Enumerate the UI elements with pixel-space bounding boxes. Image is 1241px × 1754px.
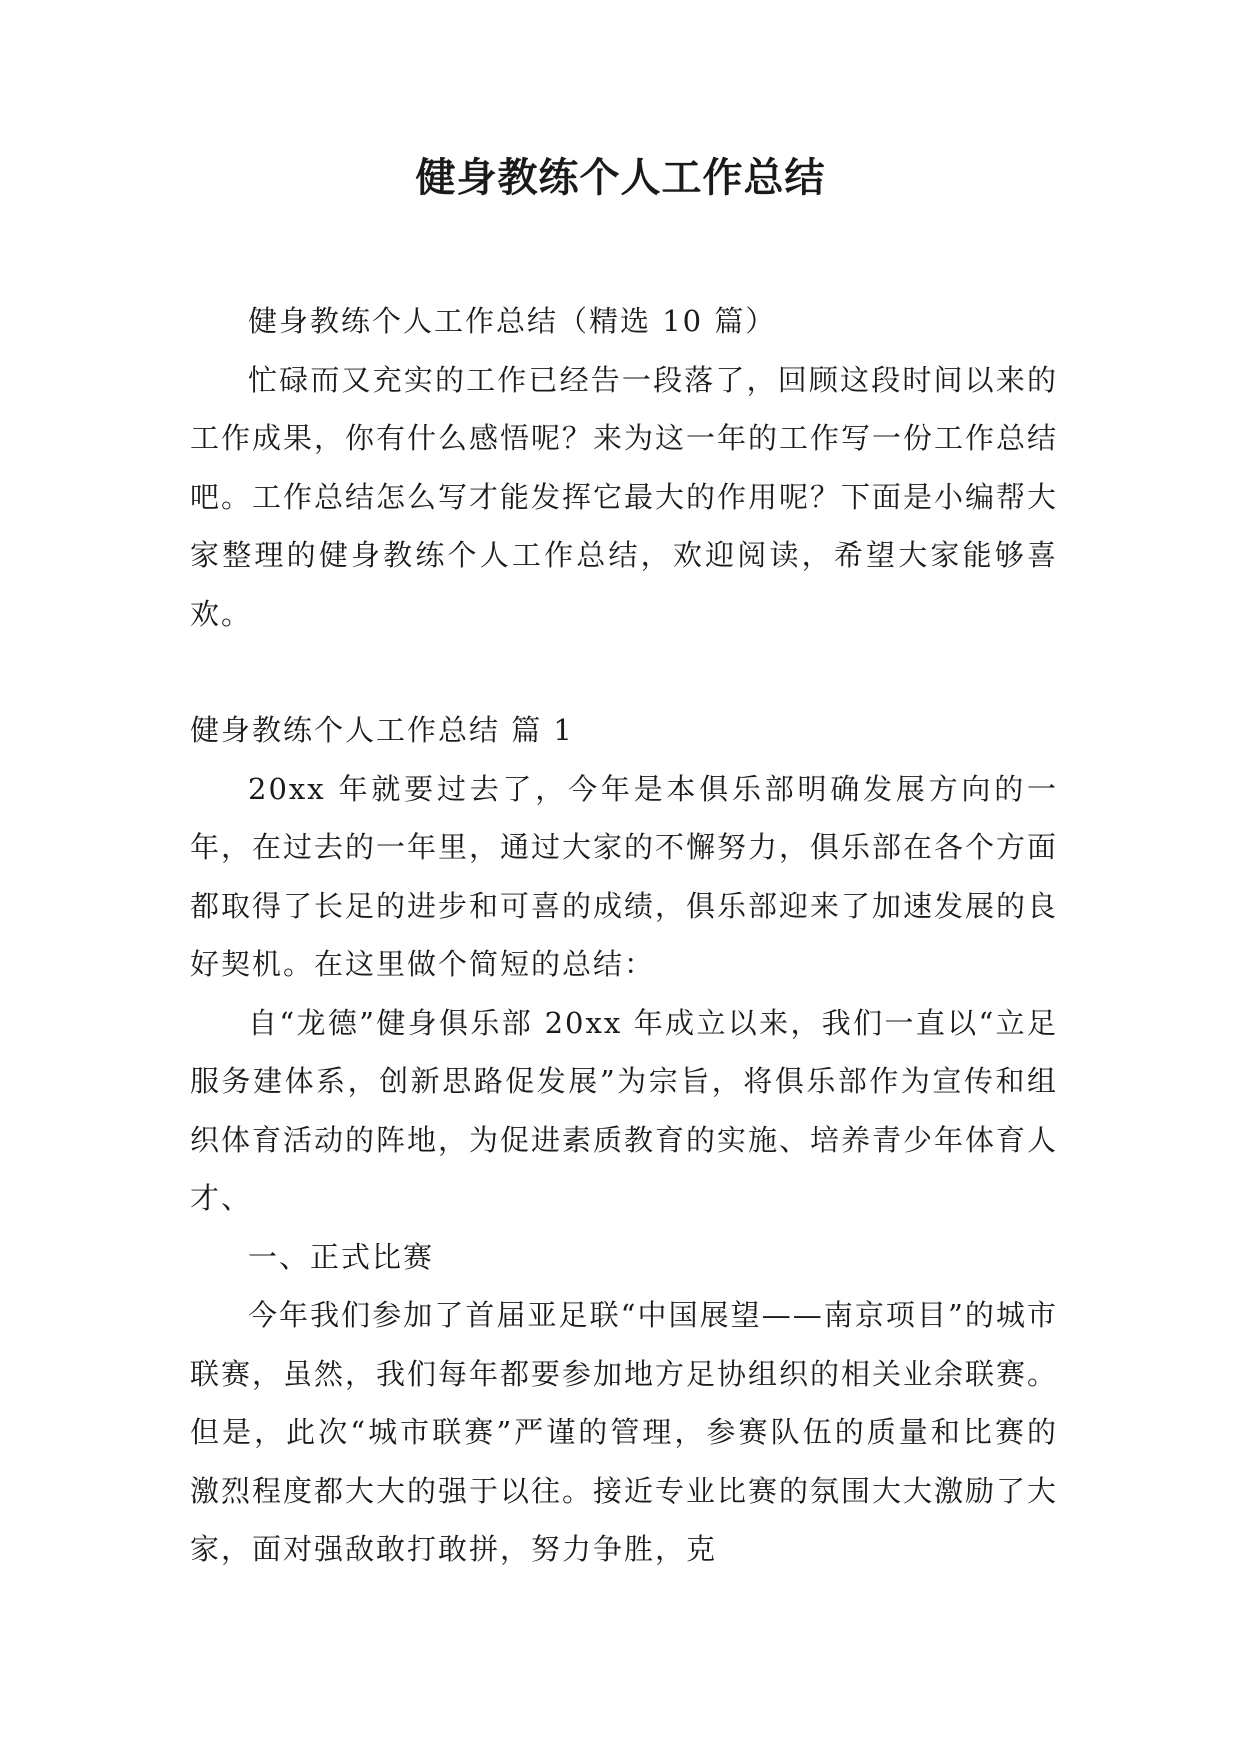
- body-paragraph-1: 20xx 年就要过去了，今年是本俱乐部明确发展方向的一年，在过去的一年里，通过大家的不懈努力，俱乐部在各个方面都取得了长足的进步和可喜的成绩，俱乐部迎来了加速发展的良好契机。在这里做个简短的总结：: [190, 771, 1059, 981]
- body-paragraph-3: 今年我们参加了首届亚足联“中国展望——南京项目”的城市联赛，虽然，我们每年都要参加地方足协组织的相关业余联赛。但是，此次“城市联赛”严谨的管理，参赛队伍的质量和比赛的激烈程度都大大的强于以往。接近专业比赛的氛围大大激励了大家，面对强敌敢打敢拼，努力争胜，克: [190, 1298, 1059, 1566]
- intro-paragraph: 忙碌而又充实的工作已经告一段落了，回顾这段时间以来的工作成果，你有什么感悟呢？来为这一年的工作写一份工作总结吧。工作总结怎么写才能发挥它最大的作用呢？下面是小编帮大家整理的健身教练个人工作总结，欢迎阅读，希望大家能够喜欢。: [190, 362, 1059, 631]
- document-body: [190, 292, 1058, 1579]
- section-heading: 健身教练个人工作总结 篇 1: [190, 713, 574, 747]
- body-paragraph-2: 自“龙德”健身俱乐部 20xx 年成立以来，我们一直以“立足服务建体系，创新思路促发展”为宗旨，将俱乐部作为宣传和组织体育活动的阵地，为促进素质教育的实施、培养青少年体育人才、: [190, 1005, 1059, 1215]
- document-title: 健身教练个人工作总结: [415, 155, 826, 201]
- subsection-heading: 一、正式比赛: [248, 1239, 435, 1274]
- document-subtitle: 健身教练个人工作总结（精选 10 篇）: [248, 304, 777, 338]
